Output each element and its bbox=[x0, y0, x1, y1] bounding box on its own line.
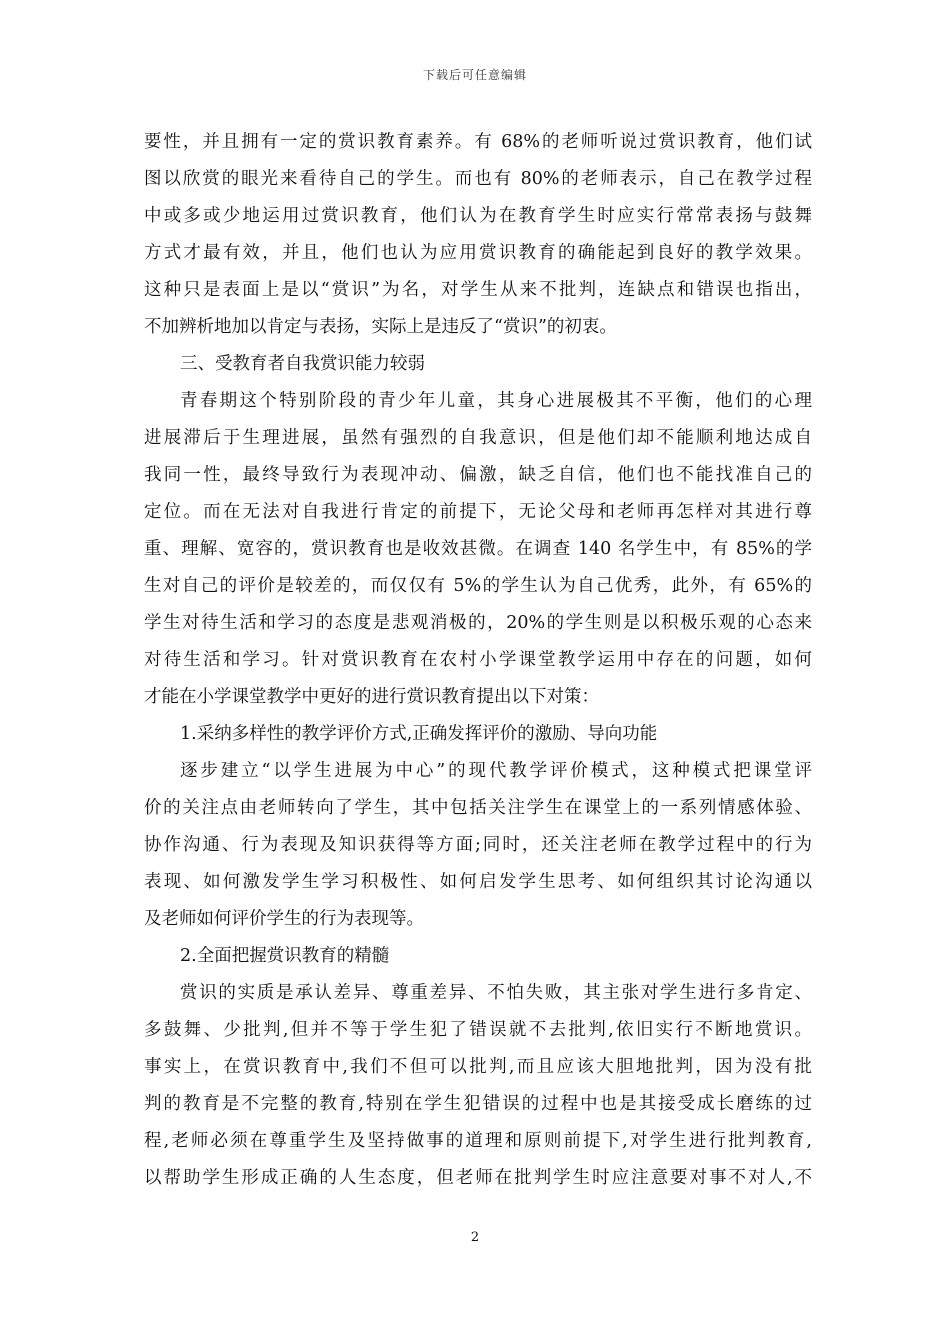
text-line: 以帮助学生形成正确的人生态度，但老师在批判学生时应注意要对事不对人,不 bbox=[144, 1168, 812, 1188]
text-line: 及老师如何评价学生的行为表现等。 bbox=[144, 909, 424, 929]
text-line: 方式才最有效，并且，他们也认为应用赏识教育的确能起到良好的教学效果。 bbox=[144, 243, 812, 263]
text-line: 赏识的实质是承认差异、尊重差异、不怕失败，其主张对学生进行多肯定、 bbox=[180, 983, 812, 1003]
text-line: 学生对待生活和学习的态度是悲观消极的，20%的学生则是以积极乐观的心态来 bbox=[144, 613, 812, 633]
text-line: 判的教育是不完整的教育,特别在学生犯错误的过程中也是其接受成长磨练的过 bbox=[144, 1094, 812, 1114]
text-line: 这种只是表面上是以“赏识”为名，对学生从来不批判，连缺点和错误也指出， bbox=[144, 280, 812, 300]
text-line: 图以欣赏的眼光来看待自己的学生。而也有 80%的老师表示，自己在教学过程 bbox=[144, 169, 812, 189]
text-line: 不加辨析地加以肯定与表扬，实际上是违反了“赏识”的初衷。 bbox=[144, 317, 617, 337]
text-line: 程,老师必须在尊重学生及坚持做事的道理和原则前提下,对学生进行批判教育, bbox=[144, 1131, 812, 1151]
section-heading: 1.采纳多样性的教学评价方式,正确发挥评价的激励、导向功能 bbox=[180, 724, 658, 744]
text-line: 要性，并且拥有一定的赏识教育素养。有 68%的老师听说过赏识教育，他们试 bbox=[144, 132, 812, 152]
page-number: 2 bbox=[470, 1230, 480, 1245]
text-line: 我同一性，最终导致行为表现冲动、偏激，缺乏自信，他们也不能找准自己的 bbox=[144, 465, 812, 485]
section-heading: 三、受教育者自我赏识能力较弱 bbox=[180, 354, 425, 374]
section-heading: 2.全面把握赏识教育的精髓 bbox=[180, 946, 390, 966]
text-line: 多鼓舞、少批判,但并不等于学生犯了错误就不去批判,依旧实行不断地赏识。 bbox=[144, 1020, 812, 1040]
text-line: 对待生活和学习。针对赏识教育在农村小学课堂教学运用中存在的问题，如何 bbox=[144, 650, 812, 670]
text-line: 青春期这个特别阶段的青少年儿童，其身心进展极其不平衡，他们的心理 bbox=[180, 391, 812, 411]
text-line: 才能在小学课堂教学中更好的进行赏识教育提出以下对策： bbox=[144, 687, 599, 707]
text-line: 协作沟通、行为表现及知识获得等方面;同时，还关注老师在教学过程中的行为 bbox=[144, 835, 812, 855]
document-body bbox=[144, 124, 812, 1197]
text-line: 表现、如何激发学生学习积极性、如何启发学生思考、如何组织其讨论沟通以 bbox=[144, 872, 812, 892]
page-header: 下载后可任意编辑 bbox=[422, 68, 527, 82]
text-line: 定位。而在无法对自我进行肯定的前提下，无论父母和老师再怎样对其进行尊 bbox=[144, 502, 812, 522]
text-line: 逐步建立“以学生进展为中心”的现代教学评价模式，这种模式把课堂评 bbox=[180, 761, 812, 781]
text-line: 中或多或少地运用过赏识教育，他们认为在教育学生时应实行常常表扬与鼓舞 bbox=[144, 206, 812, 226]
text-line: 事实上，在赏识教育中,我们不但可以批判,而且应该大胆地批判，因为没有批 bbox=[144, 1057, 812, 1077]
text-line: 生对自己的评价是较差的，而仅仅有 5%的学生认为自己优秀，此外，有 65%的 bbox=[144, 576, 812, 596]
text-line: 重、理解、宽容的，赏识教育也是收效甚微。在调查 140 名学生中，有 85%的学 bbox=[144, 539, 812, 559]
text-line: 价的关注点由老师转向了学生，其中包括关注学生在课堂上的一系列情感体验、 bbox=[144, 798, 812, 818]
text-line: 进展滞后于生理进展，虽然有强烈的自我意识，但是他们却不能顺利地达成自 bbox=[144, 428, 812, 448]
